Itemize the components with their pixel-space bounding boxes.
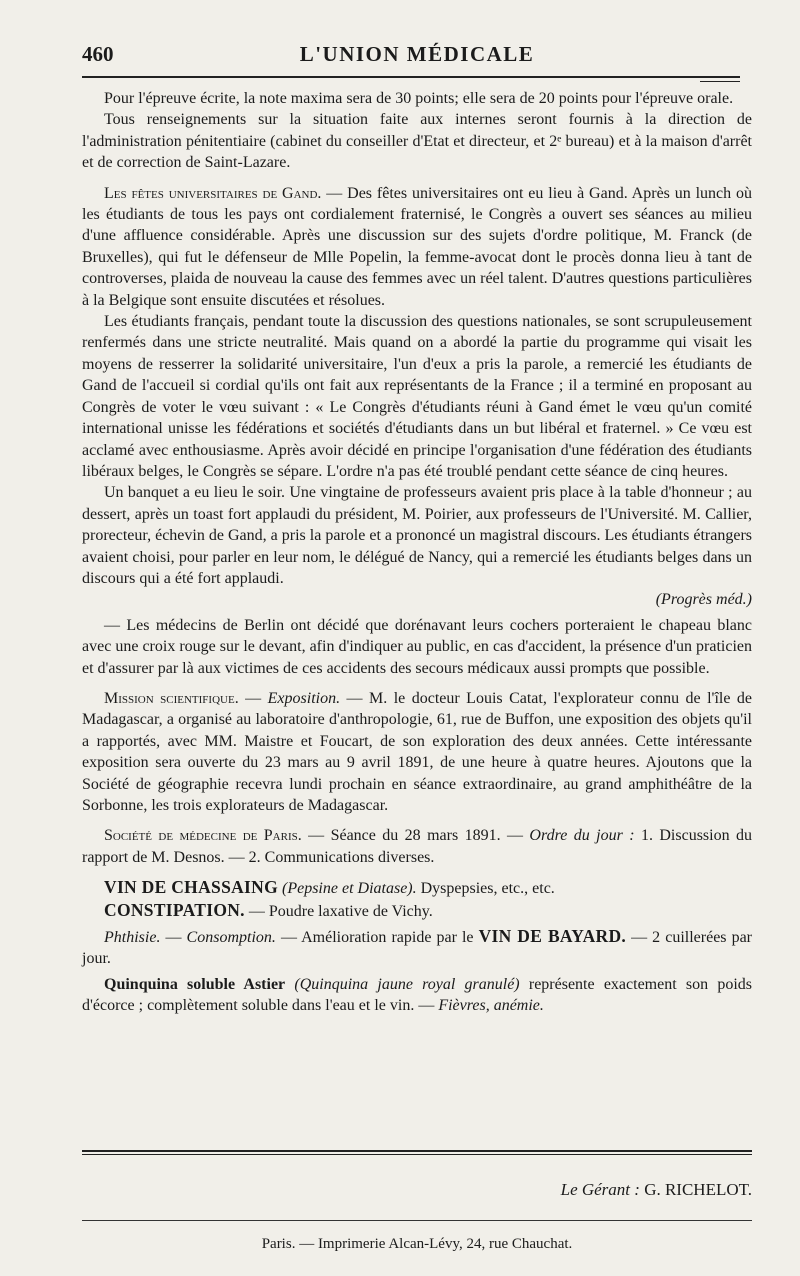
ad-vin-chassaing (82, 877, 752, 899)
paragraph-societe (82, 825, 752, 868)
section-lead-mission: Mission scientifique. (104, 689, 239, 707)
paragraph-berlin-cochers: — Les médecins de Berlin ont décidé que dorénavant leurs cochers porteraient le chapeau blanc avec une croix rouge sur le devant, afin d'indiquer au public, en cas d'accident, la présence d'un praticien et d'assurer par là aux victimes de ces accidents des secours médicaux aussi prompts que possible. (82, 616, 752, 677)
paragraph-banquet (82, 482, 752, 610)
footer-rule (82, 1150, 752, 1152)
ad-bayard-text: — Amélioration rapide par le (275, 929, 479, 947)
societe-session: — Séance du 28 mars 1891. — (301, 827, 530, 845)
ad-quinquina-name: Quinquina soluble Astier (104, 975, 286, 993)
gerant-name: G. RICHELOT. (639, 1180, 752, 1199)
ad-quinquina-rest: représente exactement son poids d'écorce ; complètement soluble dans l'eau et le vin. — (82, 975, 752, 1015)
gerant-label: Le Gérant : (560, 1180, 640, 1199)
gerant-signature (82, 1180, 752, 1200)
ad-quinquina (82, 974, 752, 1017)
ad-vin-chassaing-paren: (Pepsine et Diatase). (282, 880, 417, 898)
paragraph-exam-points: Pour l'épreuve écrite, la note maxima sera de 30 points; elle sera de 20 points pour l'épreuve orale. (104, 90, 734, 107)
paragraph-fetes-gand (82, 183, 752, 311)
paragraph-mission-text: — M. le docteur Louis Catat, l'explorateur connu de l'île de Madagascar, a organisé au laboratoire d'anthropologie, 61, rue de Buffon, une exposition des objets qu'il a rapportés, avec MM. Maistre et Foucart, de son exploration des deux années. Cette intéressante exposition sera ouverte du 23 mars au 9 avril 1891, de une heure à quatre heures. Ajoutons que la Société de géographie recevra lundi prochain en séance extraordinaire, au grand amphithéâtre de la Sorbonne, les trois explorateurs de Madagascar. (82, 689, 752, 814)
printer-imprint: Paris. — Imprimerie Alcan-Lévy, 24, rue Chauchat. (261, 1236, 573, 1252)
article-body (82, 88, 752, 1017)
ad-vin-chassaing-rest: Dyspepsies, etc., etc. (416, 880, 555, 898)
paragraph-internes-info: Tous renseignements sur la situation faite aux internes seront fournis à la direction de l'administration pénitentiaire (cabinet du conseiller d'Etat et directeur, et 2ᵉ bureau) et à la maison d'arrêt et de correction de Saint-Lazare. (82, 111, 752, 172)
ad-quinquina-paren: (Quinquina jaune royal granulé) (285, 975, 520, 993)
paragraph-fetes-text: — Des fêtes universitaires ont eu lieu à Gand. Après un lunch où les étudiants de tous les pays ont cordialement fraternisé, le Congrès a ouvert ses séances au milieu d'une affluence considérable. Après une discussion sur des sujets d'ordre politique, M. Franck (de Bruxelles), qui fut le défenseur de Mlle Popelin, la femme-avocat dont le procès donna lieu à tant de controverses, plaida de nouveau la cause des femmes avec un réel talent. D'autres questions particulières à la Belgique sont ensuite discutées et résolues. (82, 184, 753, 309)
ad-constipation-name: CONSTIPATION. (104, 899, 245, 920)
page-header (82, 42, 752, 72)
section-lead-societe: Société de médecine de Paris. (104, 827, 302, 845)
section-sub-exposition: Exposition. (267, 689, 341, 707)
ad-constipation (82, 900, 752, 922)
ad-vin-chassaing-name: VIN DE CHASSAING (104, 877, 278, 898)
source-citation: (Progrès méd.) (655, 591, 752, 609)
section-lead-fetes: Les fêtes universitaires de Gand. (104, 184, 322, 202)
ad-bayard-dose: — 2 cuillerées par jour. (82, 929, 753, 968)
header-rule-short (700, 81, 740, 82)
ordre-du-jour: Ordre du jour : (529, 827, 635, 845)
ad-quinquina-end: Fièvres, anémie. (438, 997, 544, 1015)
footer-rule-thin (82, 1154, 752, 1155)
header-rule (82, 76, 740, 78)
paragraph-etudiants-francais: Les étudiants français, pendant toute la discussion des questions nationales, se sont scrupuleusement renfermés dans une stricte neutralité. Mais quand on a abordé la partie du programme qui visait les moyens de resserrer la solidarité universitaire, l'un d'eux a pris la parole, a remercié les étudiants de Gand de l'accueil si cordial qu'ils ont fait aux représentants de la France ; il a terminé en proposant au Congrès de voter le vœu suivant : « Le Congrès d'étudiants réuni à Gand émet le vœu qu'un comité international unisse les fédérations et sociétés d'étudiants dans un but libéral et fraternel. » Ce vœu est acclamé avec enthousiasme. Après avoir décidé en principe l'organisation d'une fédération des étudiants libéraux belges, le Congrès se sépare. L'ordre n'a pas été troublé pendant cette séance de cinq heures. (82, 313, 752, 480)
paragraph-banquet-text: Un banquet a eu lieu le soir. Une vingtaine de professeurs avaient pris place à la table d'honneur ; au dessert, après un toast fort applaudi du président, M. Poirier, aux professeurs de l'Université. M. Callier, prorecteur, échevin de Gand, a pris la parole et a prononcé un magistral discours. Les étudiants étrangers avaient choisi, pour parler en leur nom, le délégué de Nancy, qui a remercié les étudiants belges dans un discours qui a été fort applaudi. (82, 484, 752, 587)
ad-phthisie: Phthisie. (104, 929, 161, 947)
societe-items: 1. Discussion du rapport de M. Desnos. — 2. Communications diverses. (82, 827, 752, 866)
ad-constipation-rest: — Poudre laxative de Vichy. (244, 902, 433, 920)
gerant-rule (82, 1220, 752, 1221)
running-title: L'UNION MÉDICALE (299, 42, 535, 66)
ad-consomption: Consomption. (186, 929, 276, 947)
ad-vin-bayard-name: VIN DE BAYARD. (478, 926, 627, 947)
ad-dash: — (160, 929, 187, 947)
paragraph-mission: Mission scientifique. — Exposition. — M. le docteur Louis Catat, l'explorateur connu de l'île de Madagascar, a organisé au laboratoire d'anthropologie, 61, rue de Buffon, une exposition des objets qu'il a rapportés, avec MM. Maistre et Foucart, de son exploration des deux années. Cette intéressante exposition sera ouverte du 23 mars au 9 avril 1891, de une heure à quatre heures. Ajoutons que la Société de géographie recevra lundi prochain en séance extraordinaire, au grand amphithéâtre de la Sorbonne, les trois explorateurs de Madagascar. (82, 689, 752, 814)
page-number: 460 (82, 42, 114, 66)
ad-vin-bayard (82, 926, 752, 970)
